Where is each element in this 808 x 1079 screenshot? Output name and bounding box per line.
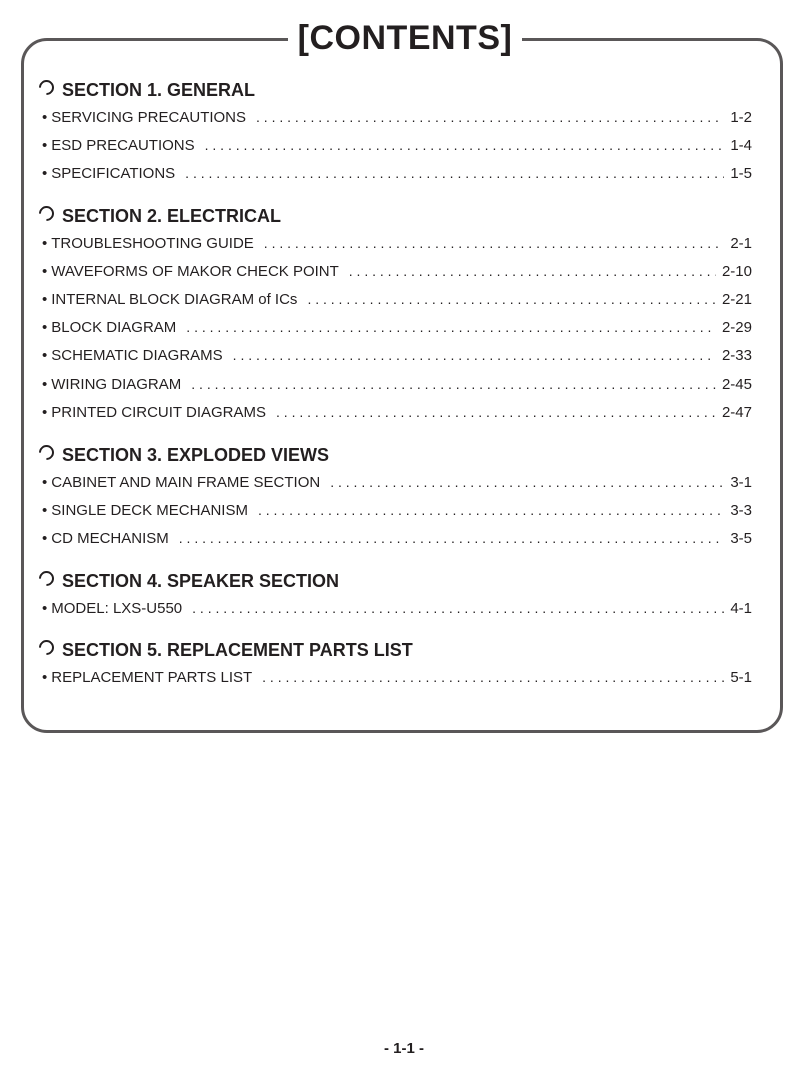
open-circle-icon [36, 568, 57, 589]
bullet-icon: • [42, 137, 48, 154]
toc-entry[interactable] [42, 260, 752, 282]
dot-leader [349, 260, 716, 282]
toc-entry[interactable] [42, 344, 752, 366]
entry-page: 1-5 [730, 165, 752, 182]
toc-entry[interactable] [42, 401, 752, 423]
page-title: [CONTENTS] [288, 14, 522, 62]
dot-leader [276, 401, 716, 423]
dot-leader [186, 316, 716, 338]
entry-label: PRINTED CIRCUIT DIAGRAMS [51, 404, 267, 421]
toc-entry[interactable] [42, 134, 752, 156]
entry-page: 1-4 [730, 137, 752, 154]
entry-page: 4-1 [730, 600, 752, 617]
bullet-icon: • [42, 235, 48, 252]
bullet-icon: • [42, 109, 48, 126]
bullet-icon: • [42, 502, 48, 519]
entry-label: SINGLE DECK MECHANISM [51, 502, 248, 519]
bullet-icon: • [42, 291, 48, 308]
bullet-icon: • [42, 404, 48, 421]
open-circle-icon [36, 77, 57, 98]
open-circle-icon [36, 637, 57, 658]
bullet-icon: • [42, 263, 48, 280]
entry-label: SCHEMATIC DIAGRAMS [51, 347, 223, 364]
entry-page: 2-29 [721, 319, 752, 336]
section-heading-electrical [39, 204, 281, 228]
bullet-icon: • [42, 530, 48, 547]
open-circle-icon [36, 203, 57, 224]
entry-label: SPECIFICATIONS [51, 165, 176, 182]
dot-leader [264, 232, 725, 254]
section-title: SECTION 2. ELECTRICAL [62, 206, 282, 226]
toc-entry[interactable] [42, 316, 752, 338]
entry-label: TROUBLESHOOTING GUIDE [51, 235, 254, 252]
entry-page: 3-1 [730, 474, 752, 491]
section-title: SECTION 1. GENERAL [62, 80, 256, 100]
dot-leader [233, 344, 716, 366]
open-circle-icon [36, 442, 57, 463]
toc-entry[interactable] [42, 162, 752, 184]
toc-entry[interactable] [42, 666, 752, 688]
section-title: SECTION 4. SPEAKER SECTION [62, 571, 340, 591]
section-title: SECTION 5. REPLACEMENT PARTS LIST [62, 640, 413, 660]
entry-page: 2-33 [721, 347, 752, 364]
section-heading-general [39, 78, 255, 102]
entry-page: 2-45 [721, 376, 752, 393]
entry-page: 2-47 [721, 404, 752, 421]
entry-label: CABINET AND MAIN FRAME SECTION [51, 474, 321, 491]
entry-label: REPLACEMENT PARTS LIST [51, 669, 253, 686]
entry-label: MODEL: LXS-U550 [51, 600, 183, 617]
entry-page: 2-1 [730, 235, 752, 252]
toc-entry[interactable] [42, 373, 752, 395]
section-title: SECTION 3. EXPLODED VIEWS [62, 445, 330, 465]
page-number: - 1-1 - [383, 1040, 424, 1057]
toc-entry[interactable] [42, 597, 752, 619]
toc-entry[interactable] [42, 106, 752, 128]
toc-entry[interactable] [42, 499, 752, 521]
section-heading-speaker [39, 569, 339, 593]
bullet-icon: • [42, 319, 48, 336]
entry-page: 3-5 [730, 530, 752, 547]
bullet-icon: • [42, 347, 48, 364]
toc-entry[interactable] [42, 232, 752, 254]
dot-leader [330, 471, 724, 493]
toc-entry[interactable] [42, 471, 752, 493]
dot-leader [191, 373, 716, 395]
entry-page: 1-2 [730, 109, 752, 126]
entry-label: WIRING DIAGRAM [51, 376, 182, 393]
entry-label: BLOCK DIAGRAM [51, 319, 177, 336]
dot-leader [262, 666, 724, 688]
bullet-icon: • [42, 474, 48, 491]
dot-leader [256, 106, 724, 128]
entry-page: 2-21 [721, 291, 752, 308]
toc-entry[interactable] [42, 288, 752, 310]
bullet-icon: • [42, 165, 48, 182]
entry-label: ESD PRECAUTIONS [51, 137, 195, 154]
dot-leader [258, 499, 724, 521]
dot-leader [307, 288, 716, 310]
dot-leader [205, 134, 725, 156]
bullet-icon: • [42, 600, 48, 617]
dot-leader [185, 162, 724, 184]
entry-page: 5-1 [730, 669, 752, 686]
dot-leader [192, 597, 724, 619]
section-heading-replacement-parts [39, 638, 413, 662]
entry-label: INTERNAL BLOCK DIAGRAM of ICs [51, 291, 298, 308]
entry-label: CD MECHANISM [51, 530, 169, 547]
entry-page: 2-10 [721, 263, 752, 280]
toc-entry[interactable] [42, 527, 752, 549]
section-heading-exploded-views [39, 443, 329, 467]
entry-label: WAVEFORMS OF MAKOR CHECK POINT [51, 263, 339, 280]
entry-label: SERVICING PRECAUTIONS [51, 109, 247, 126]
bullet-icon: • [42, 376, 48, 393]
dot-leader [179, 527, 725, 549]
bullet-icon: • [42, 669, 48, 686]
entry-page: 3-3 [730, 502, 752, 519]
